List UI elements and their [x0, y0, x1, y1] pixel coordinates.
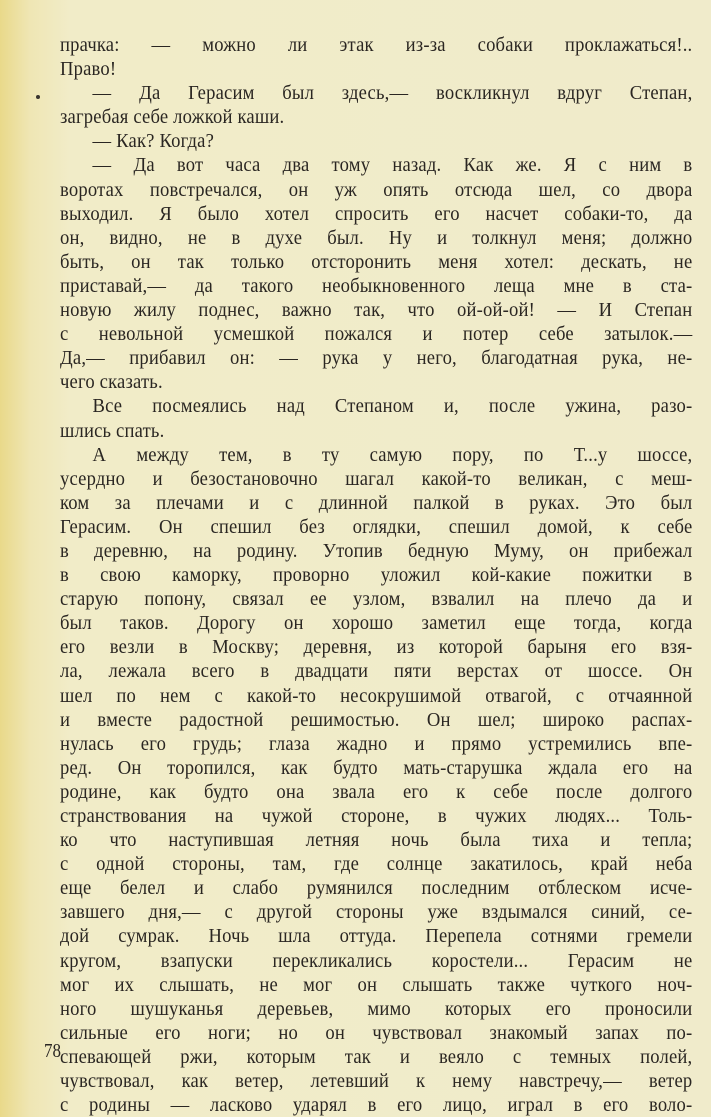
text-line: Да,— прибавил он: — рука у него, благодатная рука, не-	[60, 347, 693, 370]
text-line: в свою каморку, проворно уложил кой-какие пожитки в	[60, 564, 693, 587]
text-line: дой сумрак. Ночь шла оттуда. Перепела сотнями гремели	[60, 925, 693, 948]
text-line: Право!	[60, 58, 117, 81]
text-line: шлись спать.	[60, 419, 165, 442]
text-line: загребая себе ложкой каши.	[60, 106, 285, 129]
text-line: приставай,— да такого необыкновенного леща мне в ста-	[60, 274, 693, 297]
text-line: с невольной усмешкой пожался и потер себе затылок.—	[60, 323, 693, 346]
text-line: ла, лежала всего в двадцати пяти верстах от шоссе. Он	[60, 660, 693, 683]
text-line: сильные его ноги; но он чувствовал знакомый запах по-	[60, 1021, 693, 1044]
text-line: Все посмеялись над Степаном и, после ужина, разо-	[92, 395, 693, 418]
text-line: чего сказать.	[60, 371, 163, 394]
text-line: завшего дня,— с другой стороны уже вздымался синий, се-	[60, 901, 693, 924]
text-line: его везли в Москву; деревня, из которой барыня его взя-	[60, 636, 693, 659]
text-line: с родины — ласково ударял в его лицо, играл в его воло-	[60, 1094, 693, 1117]
text-line: ред. Он торопился, как будто мать-старушка ждала его на	[60, 756, 693, 779]
page-body-text	[60, 33, 692, 1117]
text-line: был таков. Дорогу он хорошо заметил еще тогда, когда	[60, 612, 693, 635]
text-line: старую попону, связал ее узлом, взвалил на плечо да и	[60, 588, 693, 611]
text-line: ком за плечами и с длинной палкой в руках. Это был	[60, 491, 693, 514]
text-line: Герасим. Он спешил без оглядки, спешил домой, к себе	[60, 515, 693, 538]
text-line: прачка: — можно ли этак из-за собаки проклажаться!..	[60, 34, 693, 56]
text-line: в деревню, на родину. Утопив бедную Муму, он прибежал	[60, 539, 693, 562]
text-line: — Да вот часа два тому назад. Как же. Я с ним в	[92, 154, 693, 177]
text-line: мог их слышать, не мог он слышать также чуткого ноч-	[60, 973, 693, 996]
text-line: выходил. Я было хотел спросить его насчет собаки-то, да	[60, 202, 693, 225]
text-line: еще белел и слабо румянился последним отблеском исче-	[60, 877, 693, 900]
text-line: усердно и безостановочно шагал какой-то великан, с меш-	[60, 467, 693, 490]
text-line: спевающей ржи, которым так и веяло с темных полей,	[60, 1045, 693, 1068]
text-line: А между тем, в ту самую пору, по Т...у шоссе,	[92, 443, 693, 466]
page-number: 78	[44, 1040, 61, 1062]
text-line: ного шушуканья деревьев, мимо которых его проносили	[60, 997, 693, 1020]
text-line: новую жилу поднес, важно так, что ой-ой-ой! — И Степан	[60, 299, 693, 322]
text-line: ко что наступившая летняя ночь была тиха и тепла;	[60, 829, 693, 852]
text-line: странствования на чужой стороне, в чужих людях... Толь-	[60, 805, 693, 827]
ink-speck	[36, 95, 40, 99]
text-line: нулась его грудь; глаза жадно и прямо устремились впе-	[60, 732, 693, 755]
text-line: с одной стороны, там, где солнце закатилось, край неба	[60, 853, 693, 876]
text-line: и вместе радостной решимостью. Он шел; широко распах-	[60, 708, 693, 731]
text-line: он, видно, не в духе был. Ну и толкнул меня; должно	[60, 226, 693, 249]
text-line: — Да Герасим был здесь,— воскликнул вдруг Степан,	[92, 82, 693, 105]
text-line: — Как? Когда?	[92, 130, 215, 153]
text-line: родине, как будто она звала его к себе после долгого	[60, 780, 693, 803]
text-line: кругом, взапуски перекликались коростели... Герасим не	[60, 949, 693, 972]
text-line: чувствовал, как ветер, летевший к нему навстречу,— ветер	[60, 1070, 693, 1093]
text-line: воротах повстречался, он уж опять отсюда шел, со двора	[60, 178, 693, 201]
text-line: быть, он так только отсторонить меня хотел: дескать, не	[60, 250, 693, 273]
text-line: шел по нем с какой-то несокрушимой отвагой, с отчаянной	[60, 684, 693, 707]
